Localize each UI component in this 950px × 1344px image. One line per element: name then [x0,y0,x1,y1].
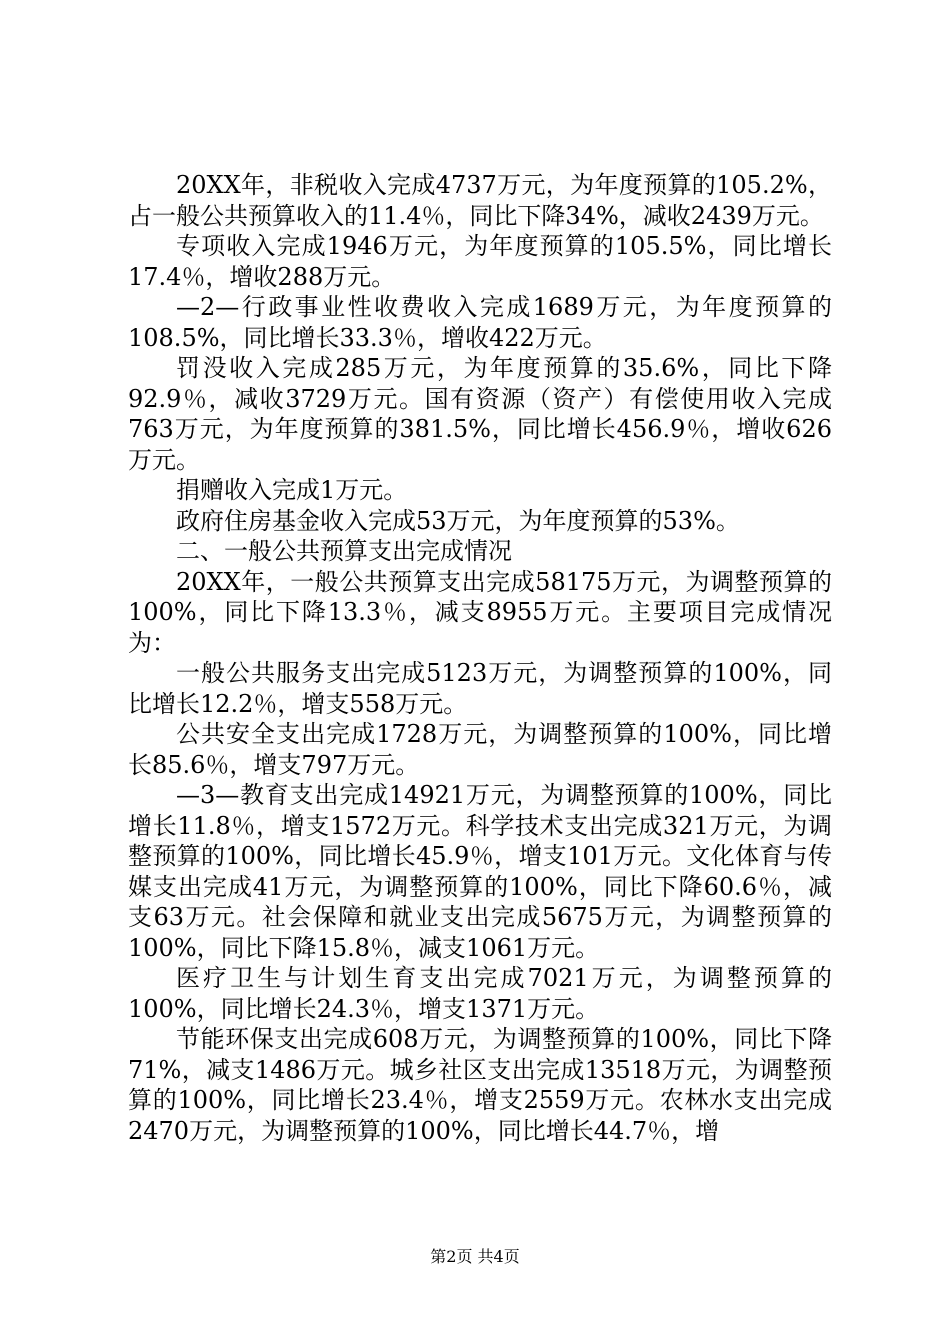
document-body [128,170,832,1146]
section-heading-expenditure: 二、一般公共预算支出完成情况 [176,537,512,565]
paragraph-public-services: 一般公共服务支出完成5123万元，为调整预算的100%，同比增长12.2％，增支558万元。 [128,659,832,718]
paragraph-housing-fund: 政府住房基金收入完成53万元，为年度预算的53%。 [176,506,740,535]
paragraph-non-tax-revenue: 20XX年，非税收入完成4737万元，为年度预算的105.2%，占一般公共预算收入的11.4％，同比下降34%，减收2439万元。 [128,171,832,230]
paragraph-fines-and-assets: 罚没收入完成285万元，为年度预算的35.6%，同比下降92.9％，减收3729万元。国有资源（资产）有偿使用收入完成763万元，为年度预算的381.5%，同比增长456.9％，增收626万元。 [128,354,832,474]
paragraph-admin-fees: —2—行政事业性收费收入完成1689万元，为年度预算的108.5%，同比增长33.3％，增收422万元。 [128,293,832,352]
paragraph-public-security: 公共安全支出完成1728万元，为调整预算的100%，同比增长85.6％，增支797万元。 [128,720,832,779]
paragraph-education-science-culture: —3—教育支出完成14921万元，为调整预算的100%，同比增长11.8％，增支1572万元。科学技术支出完成321万元，为调整预算的100%，同比增长45.9％，增支101万元。文化体育与传媒支出完成41万元，为调整预算的100%，同比下降60.6％，减支63万元。社会保障和就业支出完成5675万元，为调整预算的100%，同比下降15.8％，减支1061万元。 [128,781,832,962]
paragraph-donations: 捐赠收入完成1万元。 [176,476,408,504]
paragraph-environment-community-agriculture: 节能环保支出完成608万元，为调整预算的100%，同比下降71%，减支1486万元。城乡社区支出完成13518万元，为调整预算的100%，同比增长23.4％，增支2559万元。农林水支出完成2470万元，为调整预算的100%，同比增长44.7％，增 [128,1025,832,1145]
paragraph-expenditure-total: 20XX年，一般公共预算支出完成58175万元，为调整预算的100%，同比下降13.3％，减支8955万元。主要项目完成情况为： [128,567,832,657]
page-footer: 第2页 共4页 [430,1247,520,1266]
paragraph-special-revenue: 专项收入完成1946万元，为年度预算的105.5%，同比增长17.4％，增收288万元。 [128,232,832,291]
paragraph-health: 医疗卫生与计划生育支出完成7021万元，为调整预算的100%，同比增长24.3％，增支1371万元。 [128,964,832,1023]
